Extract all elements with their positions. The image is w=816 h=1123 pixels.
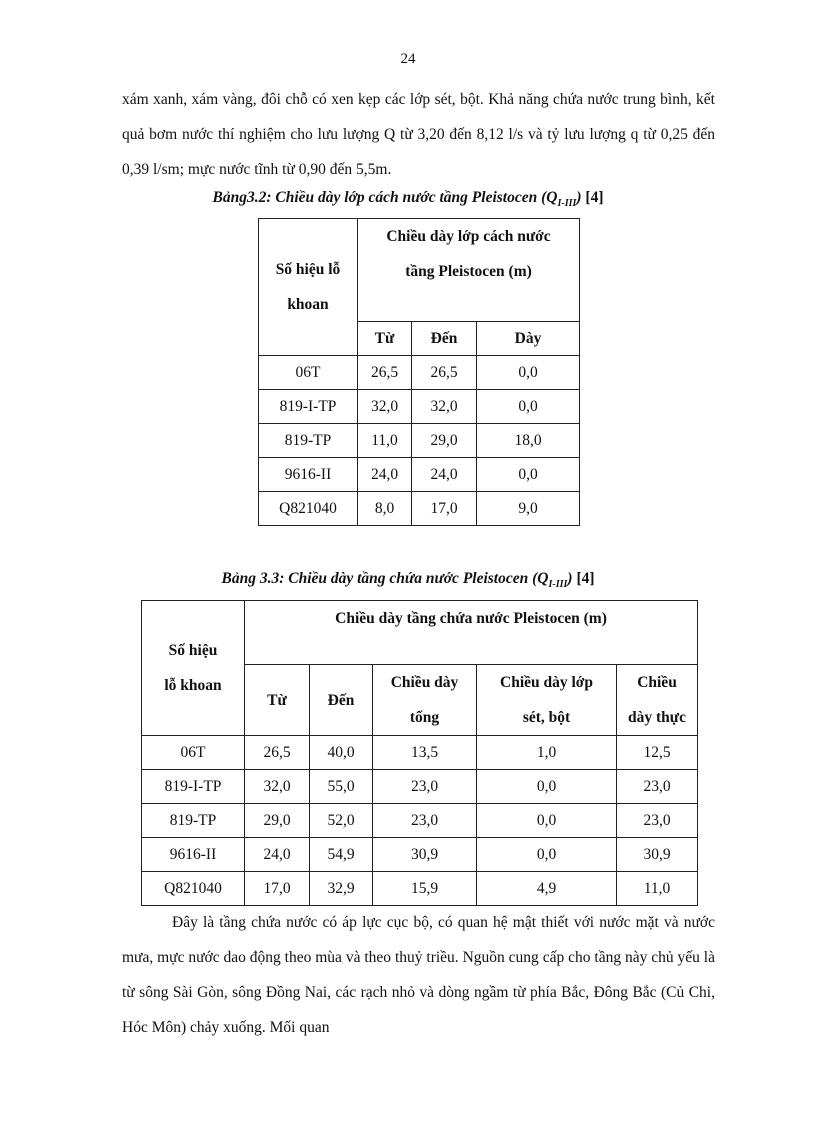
table2-header-row [142,601,698,665]
page-number: 24 [400,51,416,67]
table2-col-to-label: Đến [327,691,355,709]
table-cell: 0,0 [477,458,580,492]
table-cell: 23,0 [617,804,698,838]
table-cell: 9616-II [259,458,358,492]
table-cell: 26,5 [358,356,412,390]
table2-col-from-label: Từ [267,691,287,709]
table2-col-clay-line2: sét, bột [522,709,571,726]
table-row [142,736,698,770]
table-cell: 32,0 [245,770,310,804]
table-cell: 0,0 [477,838,617,872]
table-cell: 819-I-TP [259,390,358,424]
table-row [142,872,698,906]
table2-col-total-thickness [373,665,477,736]
table1-caption-subscript: I-III [557,198,577,210]
table2-caption-close: ) [567,570,573,587]
table2-caption [0,570,816,590]
table-cell: 819-TP [142,804,245,838]
table-cell: 06T [259,356,358,390]
closing-paragraph: Đây là tầng chứa nước có áp lực cục bộ, có quan hệ mật thiết với nước mặt và nước mưa, mực nước dao động theo mùa và theo thuỷ triều. Nguồn cung cấp cho tầng này chủ yếu là từ sông Sài Gòn, sông Đồng Nai, các rạch nhỏ và dòng ngầm từ phía Bắc, Đông Bắc (Củ Chi, Hóc Môn) chảy xuống. Mối quan [122,914,715,1036]
table-cell: 0,0 [477,770,617,804]
table1-caption-reference: [4] [581,189,604,206]
table-row [259,390,580,424]
table-cell: 819-I-TP [142,770,245,804]
table2-header-id [142,601,245,736]
table-cell: 32,0 [412,390,477,424]
table-row [259,492,580,526]
table-cell: 18,0 [477,424,580,458]
table2-header-group: Chiều dày tầng chứa nước Pleistocen (m) [245,601,698,665]
table-cell: 1,0 [477,736,617,770]
table-row [142,804,698,838]
table-cell: 819-TP [259,424,358,458]
table-cell: Q821040 [142,872,245,906]
table-row [259,458,580,492]
aquitard-thickness-table [258,218,580,526]
table-cell: 4,9 [477,872,617,906]
intro-paragraph: xám xanh, xám vàng, đôi chỗ có xen kẹp các lớp sét, bột. Khả năng chứa nước trung bình, kết quả bơm nước thí nghiệm cho lưu lượng Q từ 3,20 đến 8,12 l/s và tỷ lưu lượng q từ 0,25 đến 0,39 l/sm; mực nước tĩnh từ 0,90 đến 5,5m. [122,91,715,178]
table2-col-total-line2: tổng [409,709,440,726]
table-cell: 0,0 [477,804,617,838]
table-cell: 0,0 [477,356,580,390]
table-cell: 8,0 [358,492,412,526]
table1-caption [0,189,816,209]
table2-col-clay-line1: Chiều dày lớp [500,674,593,691]
table-cell: 15,9 [373,872,477,906]
table-cell: 29,0 [412,424,477,458]
table-cell: 40,0 [310,736,373,770]
aquifer-thickness-table [141,600,698,906]
table-cell: 06T [142,736,245,770]
table-cell: 13,5 [373,736,477,770]
table-cell: 23,0 [373,804,477,838]
table-cell: 29,0 [245,804,310,838]
table-cell: 11,0 [358,424,412,458]
table1-header-id: Số hiệu lỗ khoan [259,219,358,356]
table-cell: 24,0 [358,458,412,492]
table1-header-row [259,219,580,322]
table-cell: 12,5 [617,736,698,770]
table2-caption-main: Bảng 3.3: Chiều dày tầng chứa nước Pleistocen (Q [221,570,549,587]
table-row [142,770,698,804]
table2-col-net-line2: dày thực [628,709,686,726]
table-row [259,356,580,390]
table-cell: 24,0 [412,458,477,492]
table-cell: 32,9 [310,872,373,906]
table-cell: 17,0 [412,492,477,526]
table2-col-total-line1: Chiều dày [390,674,459,691]
table-row [142,838,698,872]
table2-caption-subscript: I-III [548,579,568,591]
table2-col-net-thickness [617,665,698,736]
table2-header-id-line2: lỗ khoan [164,677,222,694]
table2-header-id-line1: Số hiệu [168,642,218,659]
table2-col-clay-silt-thickness [477,665,617,736]
table-cell: 17,0 [245,872,310,906]
table-row [259,424,580,458]
table-cell: 52,0 [310,804,373,838]
table1-header-group: Chiều dày lớp cách nước tầng Pleistocen (m) [358,219,580,322]
table2-caption-reference: [4] [572,570,595,587]
table-cell: Q821040 [259,492,358,526]
table2-col-net-line1: Chiều [637,674,677,691]
table-cell: 11,0 [617,872,698,906]
table-cell: 26,5 [412,356,477,390]
table-cell: 9,0 [477,492,580,526]
table-cell: 0,0 [477,390,580,424]
table-cell: 23,0 [617,770,698,804]
table-cell: 24,0 [245,838,310,872]
table2-col-from [245,665,310,736]
table-cell: 23,0 [373,770,477,804]
table-cell: 30,9 [373,838,477,872]
table-cell: 30,9 [617,838,698,872]
table-cell: 54,9 [310,838,373,872]
table1-col-thickness: Dày [477,322,580,356]
table-cell: 55,0 [310,770,373,804]
table1-col-from: Từ [358,322,412,356]
table2-col-to [310,665,373,736]
table1-caption-close: ) [576,189,582,206]
table-cell: 9616-II [142,838,245,872]
table-cell: 32,0 [358,390,412,424]
table1-col-to: Đến [412,322,477,356]
table-cell: 26,5 [245,736,310,770]
table1-caption-main: Bảng3.2: Chiều dày lớp cách nước tầng Pleistocen (Q [212,189,558,206]
